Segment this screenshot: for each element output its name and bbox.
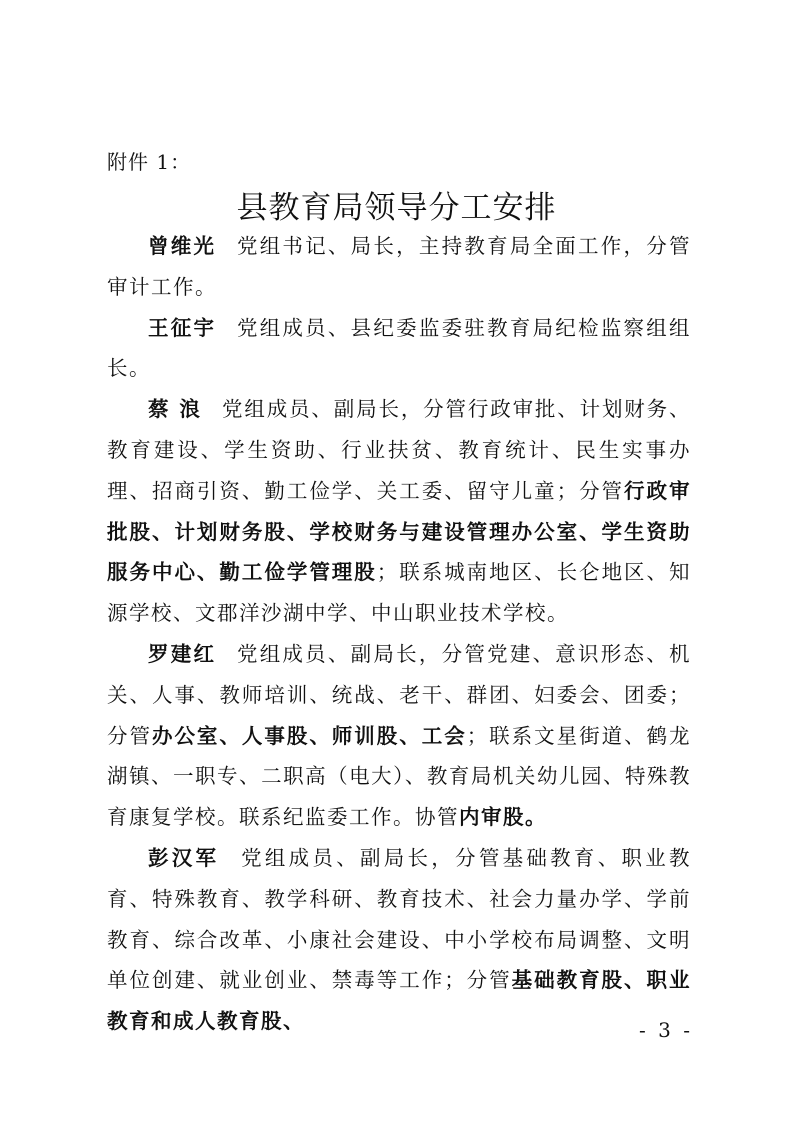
paragraph-zeng [107, 226, 691, 308]
duty-text: ；联系文星街道、鹤龙湖镇、一职专、二职高（电大）、教育局机关幼儿园、特殊教育康复学校。联系纪监委工作。协管 [107, 723, 692, 830]
leader-name: 曾维光 [148, 234, 217, 258]
leader-name: 罗建红 [148, 641, 217, 666]
managed-units: 基础教育股、职业教育和成人教育股、 [107, 968, 692, 1034]
paragraph-cai [107, 389, 691, 634]
duty-text: 党组成员、副局长，分管行政审批、计划财务、教育建设、学生资助、行业扶贫、教育统计、民生实事办理、招商引资、勤工俭学、关工委、留守儿童；分管 [107, 397, 692, 503]
paragraph-peng [107, 838, 691, 1042]
duty-text: 党组书记、局长，主持教育局全面工作，分管审计工作。 [107, 234, 692, 299]
managed-units: 办公室、人事股、师训股、工会 [151, 723, 467, 748]
leader-name: 蔡 浪 [148, 397, 202, 422]
duty-text: 党组成员、副局长，分管基础教育、职业教育、特殊教育、教学科研、教育技术、社会力量办学、学前教育、综合改革、小康社会建设、中小学校布局调整、文明单位创建、就业创业、禁毒等工作；分管 [107, 845, 692, 993]
document-body [107, 226, 691, 1042]
paragraph-luo [107, 634, 691, 838]
attachment-label: 附件 1： [107, 150, 192, 174]
duty-text: ；联系城南地区、长仑地区、知源学校、文郡洋沙湖中学、中山职业技术学校。 [107, 560, 692, 626]
leader-name: 王征宇 [148, 315, 217, 340]
paragraph-wang [107, 308, 691, 390]
leader-name: 彭汉军 [148, 845, 220, 870]
assisted-units: 内审股。 [459, 805, 547, 830]
page-number: - 3 - [639, 1018, 693, 1042]
managed-units: 行政审批股、计划财务股、学校财务与建设管理办公室、学生资助服务中心、勤工俭学管理股 [107, 478, 692, 585]
page-title: 县教育局领导分工安排 [236, 190, 557, 226]
duty-text: 党组成员、县纪委监委驻教育局纪检监察组组长。 [107, 315, 692, 381]
duty-text: 党组成员、副局长，分管党建、意识形态、机关、人事、教师培训、统战、老干、群团、妇委会、团委；分管 [107, 641, 692, 748]
